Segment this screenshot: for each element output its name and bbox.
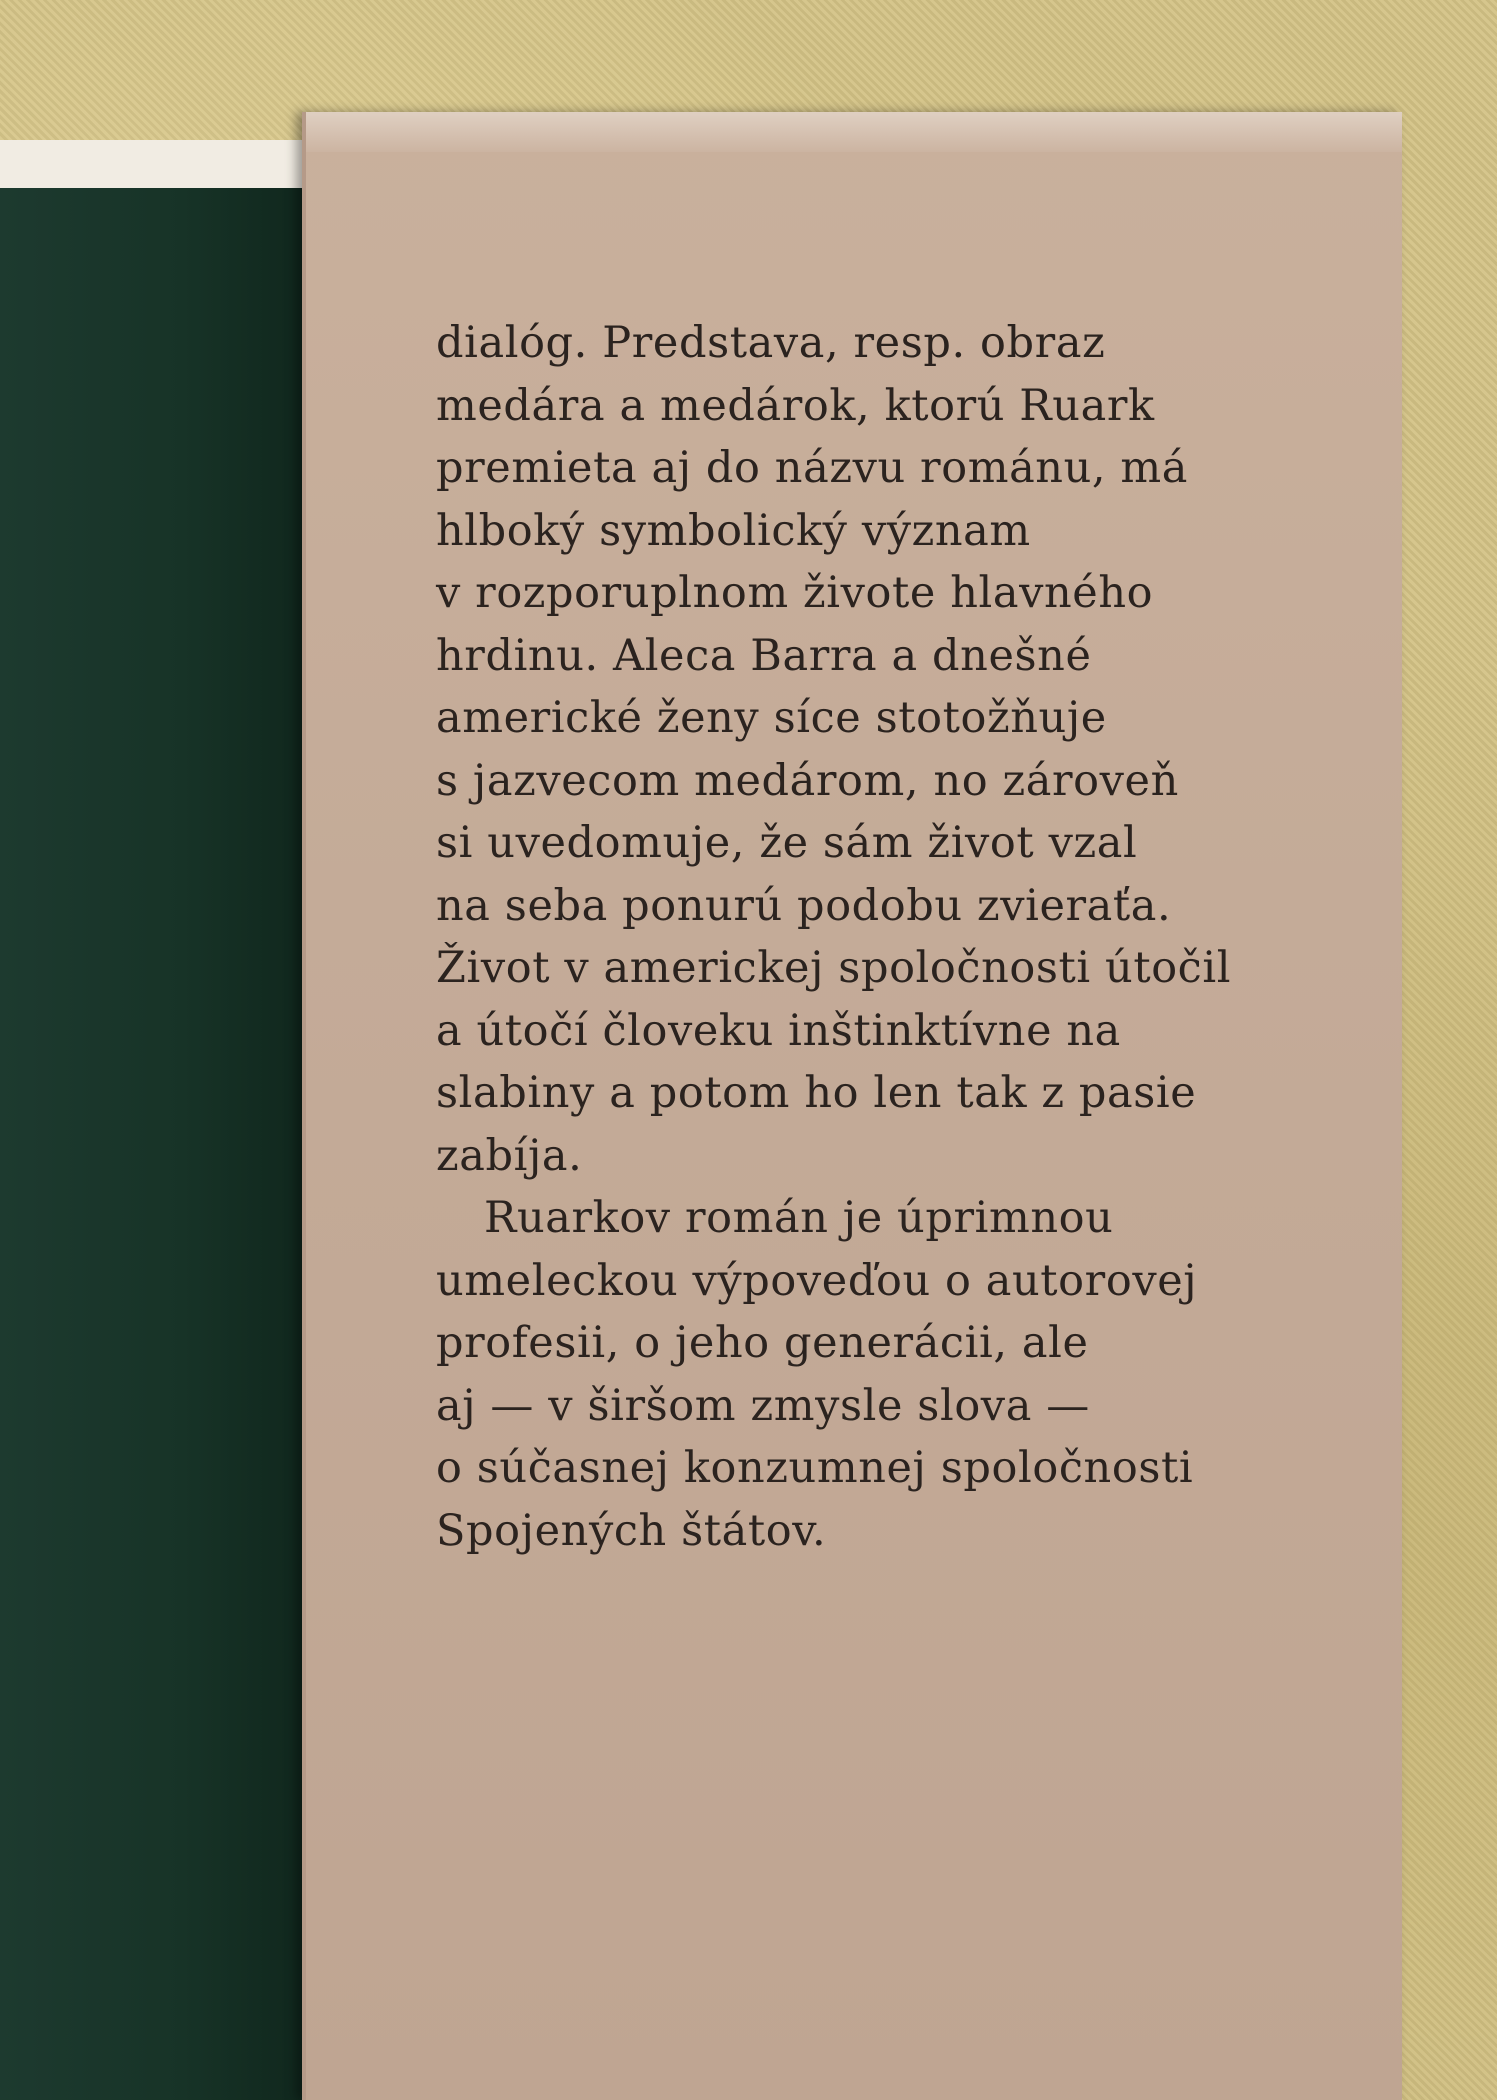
- blurb-line: aj — v širšom zmysle slova —: [436, 1380, 1090, 1431]
- blurb-line: Spojených štátov.: [436, 1505, 827, 1556]
- blurb-line: dialóg. Predstava, resp. obraz: [436, 318, 1106, 368]
- blurb-line: hrdinu. Aleca Barra a dnešné: [436, 630, 1092, 681]
- blurb-line: na seba ponurú podobu zvieraťa.: [436, 880, 1172, 931]
- blurb-line: umeleckou výpoveďou o autorovej: [436, 1255, 1198, 1306]
- blurb-line: v rozporuplnom živote hlavného: [436, 568, 1154, 618]
- blurb-line: si uvedomuje, že sám život vzal: [436, 818, 1138, 868]
- blurb-line: hlboký symbolický význam: [436, 505, 1031, 556]
- blurb-line: zabíja.: [436, 1130, 583, 1181]
- blurb-line: o súčasnej konzumnej spoločnosti: [436, 1443, 1194, 1493]
- blurb-line: s jazvecom medárom, no zároveň: [436, 755, 1179, 806]
- blurb-line: a útočí človeku inštinktívne na: [436, 1005, 1121, 1056]
- blurb-line: Ruarkov román je úprimnou: [484, 1193, 1114, 1243]
- blurb-text: [436, 312, 1336, 1562]
- blurb-line: premieta aj do názvu románu, má: [436, 443, 1189, 493]
- book-jacket-flap: [302, 112, 1402, 2100]
- jacket-top-edge: [306, 112, 1402, 152]
- book-back-green-cover: [0, 188, 306, 2100]
- blurb-line: americké ženy síce stotožňuje: [436, 693, 1107, 743]
- blurb-line: medára a medárok, ktorú Ruark: [436, 380, 1155, 431]
- blurb-line: slabiny a potom ho len tak z pasie: [436, 1068, 1197, 1118]
- blurb-line: profesii, o jeho generácii, ale: [436, 1318, 1089, 1368]
- blurb-line: Život v americkej spoločnosti útočil: [436, 943, 1232, 993]
